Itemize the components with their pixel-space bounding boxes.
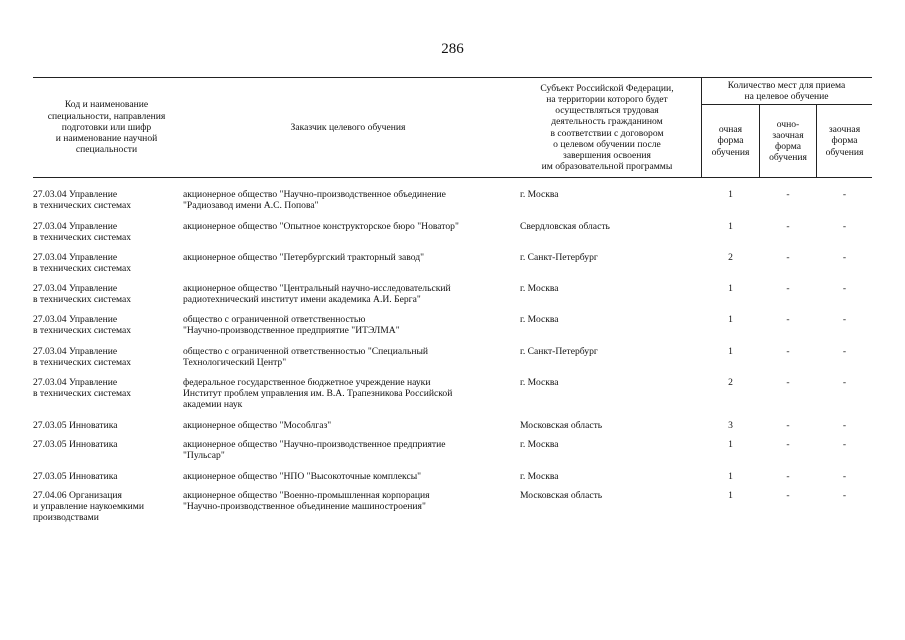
row-full-time-count: 1	[728, 439, 733, 450]
row-part-time-count: -	[786, 471, 790, 482]
row-full-time-count: 2	[728, 252, 733, 263]
row-full-time-count: 1	[728, 490, 733, 501]
row-extramural-count: -	[842, 252, 847, 263]
row-part-time-count: -	[786, 490, 790, 501]
row-customer: акционерное общество "Научно-производственное предприятие "Пульсар"	[183, 439, 446, 462]
row-customer: акционерное общество "Военно-промышленная корпорация "Научно-производственное объединение машиностроения"	[183, 490, 430, 513]
row-extramural-count: -	[842, 420, 847, 431]
row-region: г. Москва	[520, 283, 559, 294]
row-customer: федеральное государственное бюджетное учреждение науки Институт проблем управления им. В.А. Трапезникова Российской академии наук	[183, 377, 453, 411]
row-extramural-count: -	[842, 283, 847, 294]
row-part-time-count: -	[786, 221, 790, 232]
row-extramural-count: -	[842, 490, 847, 501]
row-region: г. Москва	[520, 377, 559, 388]
row-full-time-count: 1	[728, 471, 733, 482]
row-full-time-count: 1	[728, 221, 733, 232]
row-part-time-count: -	[786, 377, 790, 388]
table-header	[33, 77, 872, 178]
row-extramural-count: -	[842, 221, 847, 232]
row-customer: акционерное общество "Научно-производственное объединение "Радиозавод имени А.С. Попова"	[183, 189, 446, 212]
row-full-time-count: 2	[728, 377, 733, 388]
row-customer: общество с ограниченной ответственностью "Специальный Технологический Центр"	[183, 346, 429, 369]
row-part-time-count: -	[786, 314, 790, 325]
row-code: 27.03.05 Инноватика	[33, 471, 118, 482]
row-customer: акционерное общество "Петербургский тракторный завод"	[183, 252, 425, 263]
row-extramural-count: -	[842, 471, 847, 482]
row-region: Московская область	[520, 490, 603, 501]
header-part-time: очно- заочная форма обучения	[760, 105, 817, 177]
row-extramural-count: -	[842, 346, 847, 357]
row-region: Свердловская область	[520, 221, 610, 232]
row-region: г. Москва	[520, 189, 559, 200]
row-code: 27.03.05 Инноватика	[33, 439, 118, 450]
row-customer: акционерное общество "Опытное конструкторское бюро "Новатор"	[183, 221, 459, 232]
row-code: 27.03.04 Управление в технических системах	[33, 346, 132, 369]
row-part-time-count: -	[786, 252, 790, 263]
row-code: 27.03.04 Управление в технических системах	[33, 252, 132, 275]
row-region: г. Санкт-Петербург	[520, 346, 598, 357]
row-full-time-count: 1	[728, 283, 733, 294]
row-part-time-count: -	[786, 420, 790, 431]
row-region: г. Санкт-Петербург	[520, 252, 598, 263]
row-part-time-count: -	[786, 346, 790, 357]
row-extramural-count: -	[842, 377, 847, 388]
row-code: 27.03.04 Управление в технических системах	[33, 283, 132, 306]
header-extramural: заочная форма обучения	[825, 124, 864, 158]
row-extramural-count: -	[842, 189, 847, 200]
row-code: 27.03.04 Управление в технических системах	[33, 377, 132, 400]
row-extramural-count: -	[842, 439, 847, 450]
row-customer: акционерное общество "Мособлгаз"	[183, 420, 332, 431]
row-code: 27.03.05 Инноватика	[33, 420, 118, 431]
row-part-time-count: -	[786, 439, 790, 450]
row-customer: общество с ограниченной ответственностью "Научно-производственное предприятие "ИТЭЛМА"	[183, 314, 400, 337]
row-region: Московская область	[520, 420, 603, 431]
row-code: 27.03.04 Управление в технических системах	[33, 221, 132, 244]
row-region: г. Москва	[520, 439, 559, 450]
row-extramural-count: -	[842, 314, 847, 325]
row-part-time-count: -	[786, 189, 790, 200]
row-code: 27.03.04 Управление в технических системах	[33, 314, 132, 337]
page-number: 286	[441, 41, 464, 57]
row-full-time-count: 1	[728, 189, 733, 200]
row-full-time-count: 1	[728, 314, 733, 325]
row-code: 27.03.04 Управление в технических системах	[33, 189, 132, 212]
row-full-time-count: 1	[728, 346, 733, 357]
row-customer: акционерное общество "НПО "Высокоточные комплексы"	[183, 471, 422, 482]
row-customer: акционерное общество "Центральный научно-исследовательский радиотехнический институт имени академика А.И. Берга"	[183, 283, 451, 306]
header-region: Субъект Российской Федерации, на территории которого будет осуществляться трудовая деятельность гражданином в соответствии с договором о целевом обучении после завершения освоения им образовательной программы	[513, 78, 702, 177]
row-code: 27.04.06 Организация и управление наукоемкими производствами	[33, 490, 145, 524]
row-region: г. Москва	[520, 471, 559, 482]
header-full-time: очная форма обучения	[702, 105, 760, 177]
header-customer: Заказчик целевого обучения	[290, 121, 406, 133]
header-code: Код и наименование специальности, направления подготовки или шифр и наименование научной специальности	[47, 99, 166, 156]
row-region: г. Москва	[520, 314, 559, 325]
header-quantity: Количество мест для приема на целевое обучение	[701, 78, 872, 105]
row-full-time-count: 3	[728, 420, 733, 431]
row-part-time-count: -	[786, 283, 790, 294]
